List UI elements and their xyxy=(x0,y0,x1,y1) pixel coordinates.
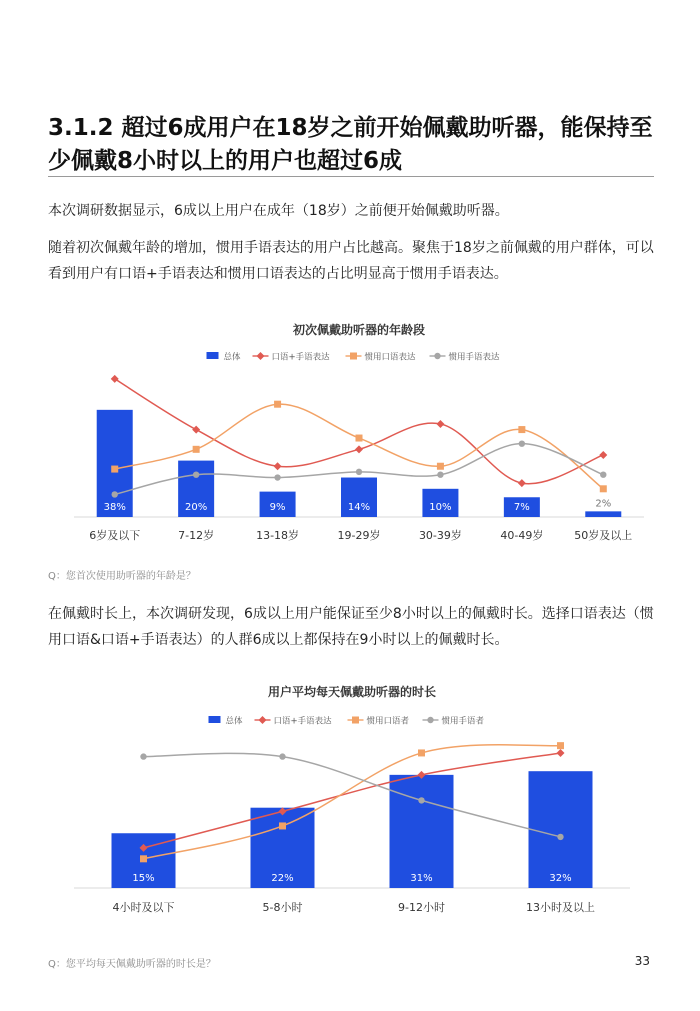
legend-item xyxy=(209,716,244,727)
legend-label: 口语+手语表达 xyxy=(271,352,330,363)
legend-marker xyxy=(434,353,440,359)
bar-value-label: 38% xyxy=(103,502,126,513)
duration-question-note: Q：您平均每天佩戴助听器的时长是？ xyxy=(48,959,216,970)
legend-item xyxy=(430,352,501,363)
series-point xyxy=(418,749,425,756)
series-point xyxy=(600,472,606,478)
duration-paragraph: 在佩戴时长上，本次调研发现，6成以上用户能保证至少8小时以上的佩戴时长。选择口语表达（惯用口语&口语+手语表达）的人群6成以上都保持在9小时以上的佩戴时长。 xyxy=(48,606,654,648)
x-tick-label: 9-12小时 xyxy=(398,901,445,914)
age-chart xyxy=(30,312,670,554)
legend-label: 惯用手语表达 xyxy=(448,352,500,363)
series-point xyxy=(557,742,564,749)
x-tick-label: 13小时及以上 xyxy=(526,901,595,914)
bar-value-label: 7% xyxy=(513,502,530,513)
bar-value-label: 32% xyxy=(549,873,572,884)
x-tick-label: 5-8小时 xyxy=(262,901,303,914)
series-point xyxy=(356,435,363,442)
bar xyxy=(585,511,621,517)
legend-item xyxy=(207,352,242,363)
series-point xyxy=(599,451,607,459)
legend-label: 惯用口语表达 xyxy=(364,352,416,363)
series-point xyxy=(274,401,281,408)
legend-label: 惯用手语者 xyxy=(441,716,485,727)
line-series xyxy=(140,742,564,862)
series-point xyxy=(279,822,286,829)
duration-chart xyxy=(30,676,670,922)
title-divider xyxy=(48,176,654,177)
series-point xyxy=(279,753,285,759)
bar xyxy=(529,771,593,888)
intro-paragraph: 本次调研数据显示，6成以上用户在成年（18岁）之前便开始佩戴助听器。 xyxy=(48,203,509,219)
bar-value-label: 9% xyxy=(269,502,286,513)
legend-swatch xyxy=(209,716,221,723)
x-tick-label: 19-29岁 xyxy=(337,529,381,542)
series-point xyxy=(437,472,443,478)
series-point xyxy=(140,753,146,759)
legend-item xyxy=(255,716,333,727)
chart-title: 初次佩戴助听器的年龄段 xyxy=(292,323,426,337)
legend-label: 惯用口语者 xyxy=(366,716,410,727)
line-series xyxy=(140,753,563,840)
legend-swatch xyxy=(207,352,219,359)
series-point xyxy=(356,469,362,475)
series-point xyxy=(518,426,525,433)
bar-value-label: 2% xyxy=(595,498,612,510)
series-line xyxy=(144,753,561,848)
legend-item xyxy=(253,352,331,363)
legend-marker xyxy=(350,353,357,360)
x-tick-label: 7-12岁 xyxy=(178,529,215,542)
series-point xyxy=(111,466,118,473)
series-point xyxy=(418,797,424,803)
legend-marker xyxy=(427,717,433,723)
legend-marker xyxy=(352,717,359,724)
x-tick-label: 40-49岁 xyxy=(500,529,544,542)
x-tick-label: 4小时及以下 xyxy=(112,901,175,914)
x-tick-label: 6岁及以下 xyxy=(89,529,141,542)
legend-item xyxy=(423,716,485,727)
legend-item xyxy=(346,352,417,363)
series-point xyxy=(355,445,363,453)
age-analysis-paragraph: 随着初次佩戴年龄的增加，惯用手语表达的用户占比越高。聚焦于18岁之前佩戴的用户群体，可以看到用户有口语+手语表达和惯用口语表达的占比明显高于惯用手语表达。 xyxy=(48,240,654,282)
legend-label: 口语+手语表达 xyxy=(273,716,332,727)
legend-marker xyxy=(257,352,265,360)
series-point xyxy=(436,420,444,428)
x-tick-label: 13-18岁 xyxy=(256,529,300,542)
bar xyxy=(390,775,454,888)
page-number: 33 xyxy=(634,954,650,968)
series-point xyxy=(140,855,147,862)
series-line xyxy=(144,753,561,837)
bar-value-label: 22% xyxy=(271,873,294,884)
series-point xyxy=(112,491,118,497)
bar-value-label: 31% xyxy=(410,873,433,884)
x-tick-label: 50岁及以上 xyxy=(574,529,633,542)
x-tick-label: 30-39岁 xyxy=(418,529,462,542)
bar xyxy=(97,410,133,517)
section-title: 3.1.2 超过6成用户在18岁之前开始佩戴助听器，能保持至少佩戴8小时以上的用户也超过6成 xyxy=(48,115,653,174)
legend-label: 总体 xyxy=(223,352,241,363)
series-point xyxy=(557,834,563,840)
chart-title: 用户平均每天佩戴助听器的时长 xyxy=(267,685,437,699)
series-point xyxy=(600,485,607,492)
bar-value-label: 15% xyxy=(132,873,155,884)
series-point xyxy=(274,474,280,480)
bar-value-label: 14% xyxy=(347,502,371,513)
series-point xyxy=(193,446,200,453)
series-point xyxy=(193,472,199,478)
series-point xyxy=(437,463,444,470)
series-point xyxy=(274,462,282,470)
series-point xyxy=(519,440,525,446)
legend-item xyxy=(348,716,410,727)
series-point xyxy=(557,749,565,757)
series-point xyxy=(192,426,200,434)
series-point xyxy=(518,479,526,487)
line-series xyxy=(140,749,565,852)
legend-label: 总体 xyxy=(225,716,243,727)
bar-value-label: 10% xyxy=(429,502,452,513)
series-point xyxy=(111,375,119,383)
legend-marker xyxy=(259,716,267,724)
bar-value-label: 20% xyxy=(185,502,208,513)
age-question-note: Q：您首次使用助听器的年龄是？ xyxy=(48,571,196,582)
